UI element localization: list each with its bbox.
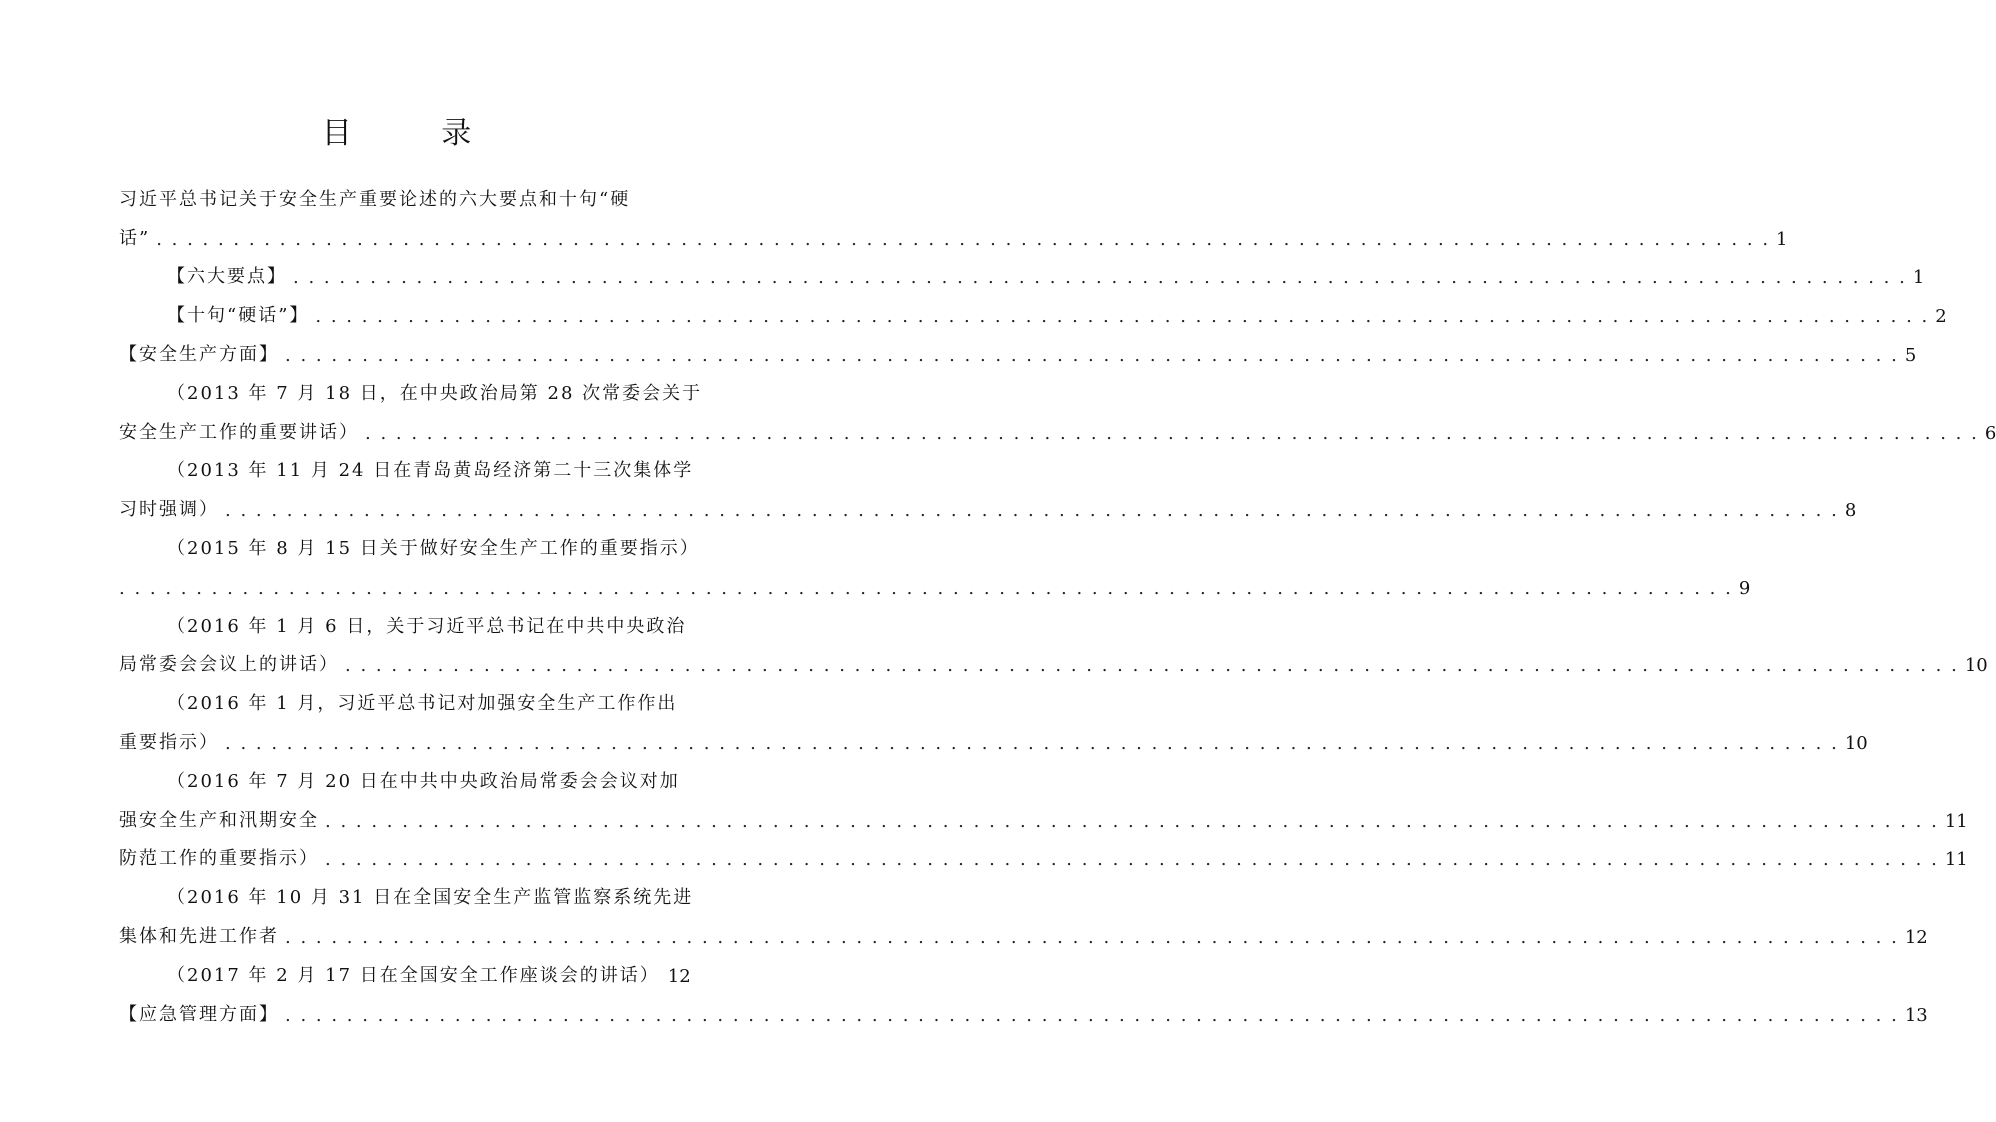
page-number: 8	[1844, 500, 1857, 522]
dot-leader	[285, 1005, 1899, 1026]
toc-entry-text: 【安全生产方面】	[119, 343, 279, 365]
toc-line	[119, 521, 700, 560]
toc-entry-text: 重要指示）	[119, 731, 219, 753]
dot-leader	[285, 345, 1899, 366]
dot-leader	[119, 578, 1733, 599]
toc-entry-text: 集体和先进工作者	[119, 925, 279, 947]
toc-entry-text: 【应急管理方面】	[119, 1003, 279, 1025]
toc-entry[interactable]	[119, 405, 1996, 444]
page-number: 11	[1944, 849, 1968, 871]
toc-line	[119, 676, 678, 715]
dot-leader	[345, 655, 1959, 676]
toc-entry-text: 习近平总书记关于安全生产重要论述的六大要点和十句“硬	[119, 188, 631, 210]
toc-entry[interactable]	[119, 250, 1925, 289]
toc-entry-text: 【十句“硬话”】	[167, 305, 310, 327]
toc-entry-text: 安全生产工作的重要讲话）	[119, 421, 359, 443]
toc-entry[interactable]	[119, 560, 1751, 599]
toc-entry-text: （2013 年 11 月 24 日在青岛黄岛经济第二十三次集体学	[167, 460, 694, 482]
toc-entry[interactable]	[119, 832, 1968, 871]
toc-entry-text: 【六大要点】	[167, 266, 287, 288]
toc-entry[interactable]	[119, 638, 1988, 677]
toc-entry[interactable]	[119, 948, 691, 987]
toc-line	[119, 870, 694, 909]
page-number: 12	[667, 965, 691, 987]
toc-entry-text: （2016 年 1 月 6 日，关于习近平总书记在中共中央政治	[167, 615, 687, 637]
dot-leader	[285, 927, 1899, 948]
page-number: 10	[1844, 732, 1868, 754]
toc-entry-text: 防范工作的重要指示）	[119, 848, 319, 870]
page-title: 目 录	[321, 116, 512, 151]
toc-line	[119, 754, 680, 793]
page-number: 6	[1984, 422, 1996, 444]
toc-entry-text: （2013 年 7 月 18 日，在中央政治局第 28 次常委会关于	[167, 382, 703, 404]
dot-leader	[365, 423, 1979, 444]
toc-entry-text: （2015 年 8 月 15 日关于做好安全生产工作的重要指示）	[167, 537, 700, 559]
toc-entry[interactable]	[119, 987, 1928, 1026]
toc-entry-text: 强安全生产和汛期安全	[119, 809, 319, 831]
page-number: 1	[1912, 267, 1925, 289]
dot-leader	[325, 849, 1939, 870]
page-number: 10	[1964, 655, 1988, 677]
page-number: 1	[1776, 228, 1788, 250]
toc-line	[119, 366, 703, 405]
page-number: 2	[1935, 306, 1947, 328]
toc-entry[interactable]	[119, 715, 1868, 754]
dot-leader	[156, 229, 1770, 250]
toc-entry[interactable]	[119, 288, 1947, 328]
page-number: 5	[1904, 344, 1917, 366]
dot-leader	[225, 500, 1839, 521]
toc-entry-text: （2016 年 10 月 31 日在全国安全生产监管监察系统先进	[167, 887, 694, 909]
dot-leader	[315, 306, 1929, 327]
toc-entry-text: 话”	[119, 227, 151, 249]
toc-entry[interactable]	[119, 482, 1857, 522]
toc-entry[interactable]	[119, 793, 1968, 832]
toc-line	[119, 599, 687, 638]
toc-entry[interactable]	[119, 327, 1917, 366]
toc-line	[119, 444, 694, 483]
page-number: 9	[1738, 577, 1751, 599]
dot-leader	[293, 267, 1907, 288]
toc-line	[119, 172, 675, 211]
dot-leader	[325, 811, 1939, 832]
toc-entry-text: 习时强调）	[119, 499, 219, 521]
table-of-contents	[119, 172, 1996, 1026]
page-number: 13	[1904, 1004, 1928, 1026]
dot-leader	[225, 733, 1839, 754]
page-number: 11	[1944, 810, 1968, 832]
toc-entry-text: （2016 年 1 月，习近平总书记对加强安全生产工作作出	[167, 693, 678, 715]
toc-entry-text: （2017 年 2 月 17 日在全国安全工作座谈会的讲话）	[167, 964, 660, 986]
toc-entry[interactable]	[119, 211, 1788, 250]
toc-entry-text: （2016 年 7 月 20 日在中共中央政治局常委会会议对加	[167, 770, 680, 792]
toc-entry[interactable]	[119, 909, 1928, 948]
toc-entry-text: 局常委会会议上的讲话）	[119, 654, 339, 676]
page-number: 12	[1904, 926, 1928, 948]
